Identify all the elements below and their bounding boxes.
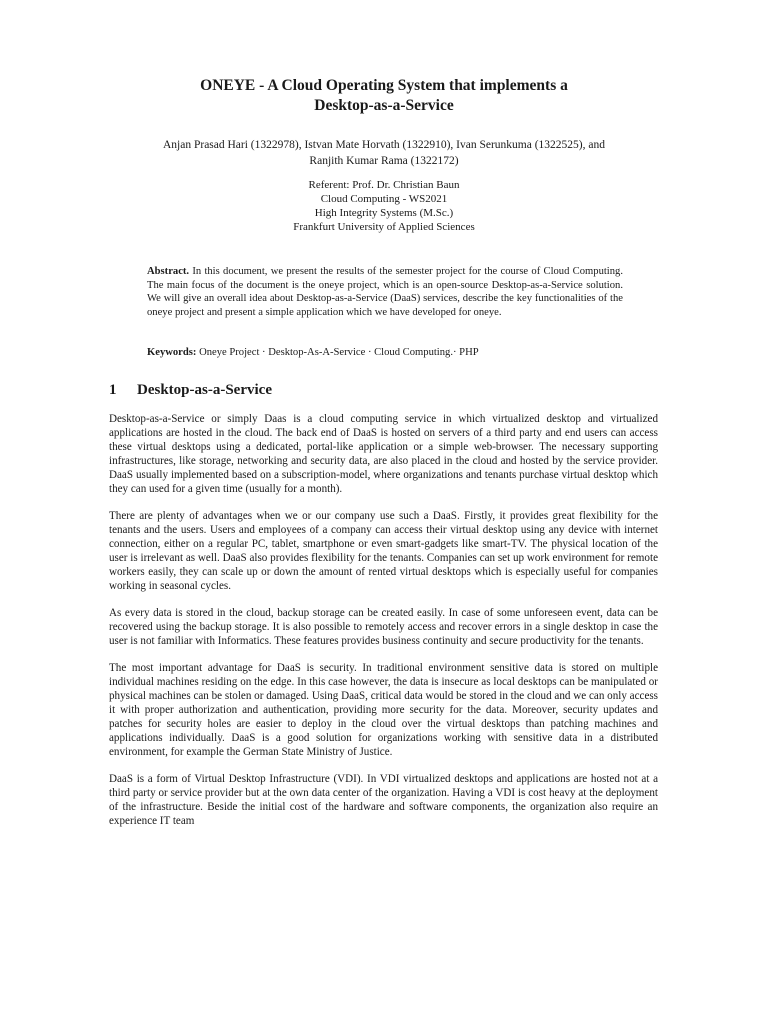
abstract-text: In this document, we present the results of the semester project for the course of Cloud Computing. The main focus of the document is the oneye project, which is an open-source Desktop-as-a-Service solution. We will give an overall idea about Desktop-as-a-Service (DaaS) services, describe the key functionalities of the oneye project and present a simple application which we have developed for oneye. bbox=[147, 266, 623, 318]
authors-line-1: Anjan Prasad Hari (1322978), Istvan Mate Horvath (1322910), Ivan Serunkuma (1322525), and bbox=[162, 139, 605, 151]
authors-line-2: Ranjith Kumar Rama (1322172) bbox=[309, 155, 459, 167]
author-list bbox=[100, 137, 668, 169]
abstract-label: Abstract. bbox=[147, 266, 190, 277]
affiliation-block bbox=[0, 178, 768, 234]
keywords-text: Oneye Project · Desktop-As-A-Service · Cloud Computing.· PHP bbox=[196, 347, 479, 358]
title-line-1: ONEYE - A Cloud Operating System that implements a bbox=[200, 77, 568, 94]
affiliation-referent: Referent: Prof. Dr. Christian Baun bbox=[308, 179, 460, 191]
body-paragraph: Desktop-as-a-Service or simply Daas is a cloud computing service in which virtualized desktop and virtualized applications are hosted in the cloud. The back end of DaaS is hosted on servers of a third party and end users can access these virtual desktops using a dedicated, portal-like application or a simple web-browser. The necessary supporting infrastructures, like storage, networking and security data, are also placed in the cloud and hosted by the service provider. DaaS usually implemented based on a subscription-model, where organizations and tenants purchase virtual desktop which they can used for a given time (usually for a month). bbox=[109, 413, 658, 495]
paper-title bbox=[0, 76, 768, 116]
section-number: 1 bbox=[109, 382, 117, 398]
title-line-2: Desktop-as-a-Service bbox=[314, 97, 454, 114]
section-heading bbox=[109, 380, 272, 400]
section-body bbox=[109, 413, 658, 843]
keywords bbox=[147, 346, 623, 360]
affiliation-university: Frankfurt University of Applied Sciences bbox=[293, 221, 475, 233]
affiliation-course: Cloud Computing - WS2021 bbox=[320, 193, 448, 205]
body-paragraph: The most important advantage for DaaS is security. In traditional environment sensitive data is stored on multiple individual machines residing on the edge. In this case however, the data is insecure as local desktops can be manipulated or physical machines can be stolen or damaged. Using DaaS, critical data would be stored in the cloud and we can only access it with proper authorization and authentication, providing more security for the data. Moreover, security updates and patches for security holes are easier to deploy in the cloud over the virtual desktops than patching machines and applications individually. DaaS is a good solution for organizations working with sensitive data in a distributed environment, for example the German State Ministry of Justice. bbox=[109, 662, 658, 758]
body-paragraph: DaaS is a form of Virtual Desktop Infrastructure (VDI). In VDI virtualized desktops and applications are hosted not at a third party or service provider but at the own data center of the organization. Having a VDI is cost heavy at the deployment of the infrastructure. Beside the initial cost of the hardware and software components, the organization also require an experience IT team bbox=[109, 773, 658, 828]
keywords-label: Keywords: bbox=[147, 347, 197, 358]
section-title: Desktop-as-a-Service bbox=[137, 382, 272, 398]
body-paragraph: There are plenty of advantages when we or our company use such a DaaS. Firstly, it provides great flexibility for the tenants and the users. Users and employees of a company can access their virtual desktop using any device with internet connection, either on a regular PC, tablet, smartphone or even smart-gadgets like smart-TV. The physical location of the user is irrelevant as well. DaaS also provides flexibility for the tenants. Companies can set up work environment for remote workers easily, they can scale up or down the amount of rented virtual desktops which is especially useful for companies working in seasonal cycles. bbox=[109, 510, 658, 592]
body-paragraph: As every data is stored in the cloud, backup storage can be created easily. In case of some unforeseen event, data can be recovered using the backup storage. It is also possible to remotely access and recover errors in a single desktop in case the user is not familiar with Informatics. These features provides business continuity and secure productivity for the tenants. bbox=[109, 607, 658, 647]
abstract bbox=[147, 265, 623, 319]
affiliation-program: High Integrity Systems (M.Sc.) bbox=[314, 207, 454, 219]
